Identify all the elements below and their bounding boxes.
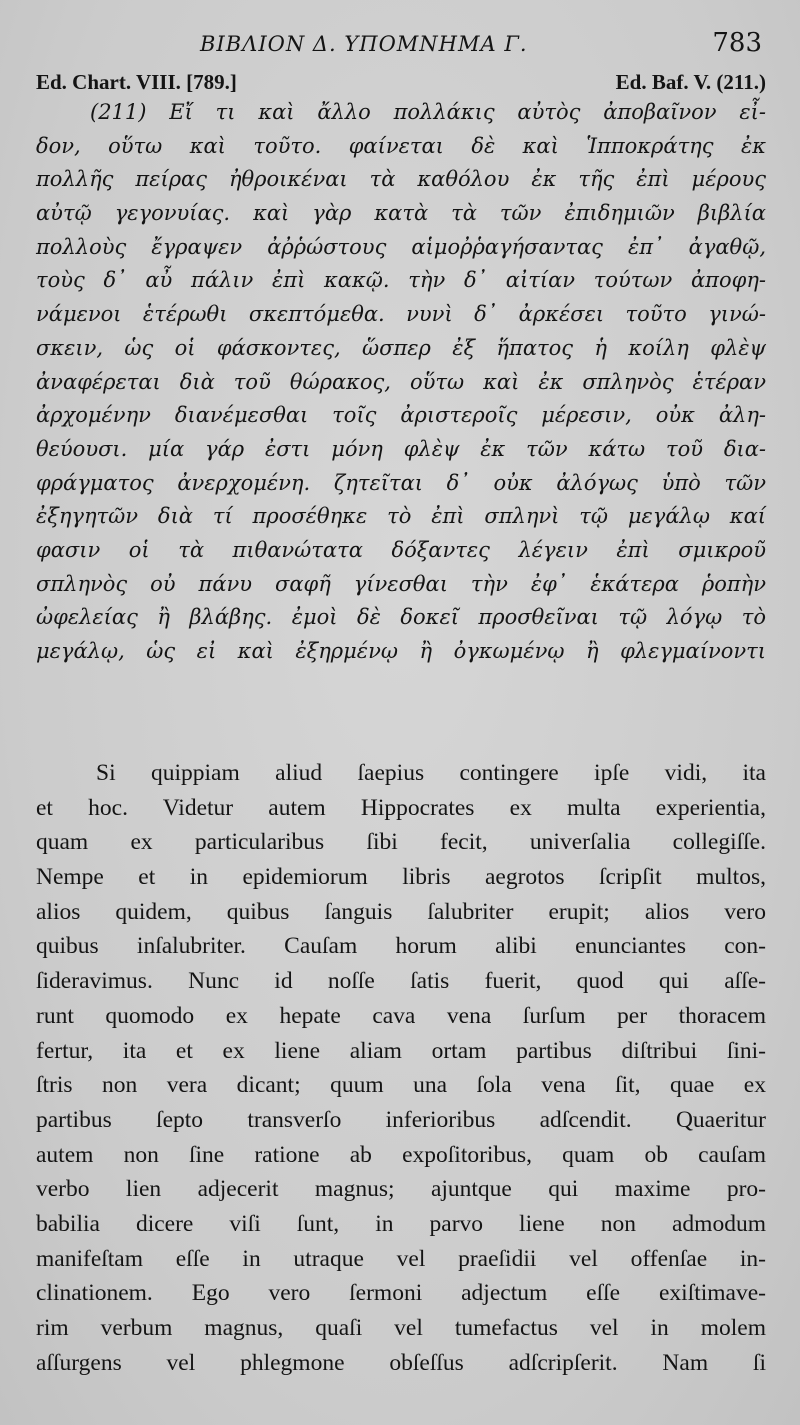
greek-text-block [36, 96, 766, 669]
latin-text-line: ſtris non vera dicant; quum una ſola vena ſit, quae ex [36, 1072, 766, 1099]
page-number: 783 [712, 28, 762, 58]
greek-text-line: ἀρχομένην διανέμεσθαι τοῖς ἀριστεροῖς μέρεσιν, οὐκ ἀλη- [36, 403, 766, 428]
greek-text-line: αὐτῷ γεγονυίας. καὶ γὰρ κατὰ τὰ τῶν ἐπιδημιῶν βιβλία [36, 201, 766, 226]
greek-text-line: ὠφελείας ἢ βλάβης. ἐμοὶ δὲ δοκεῖ προσθεῖναι τῷ λόγῳ τὸ [36, 605, 766, 630]
greek-text-line: θεύουσι. μία γάρ ἐστι μόνη φλὲψ ἐκ τῶν κάτω τοῦ δια- [36, 436, 766, 461]
edition-chart-reference: Ed. Chart. VIII. [789.] [36, 70, 237, 94]
greek-text-line: νάμενοι ἑτέρωθι σκεπτόμεθα. νυνὶ δ᾽ ἀρκέσει τοῦτο γινώ- [36, 302, 766, 327]
edition-reference-line [36, 70, 766, 98]
latin-text-line: rim verbum magnus, quaſi vel tumefactus vel in molem [36, 1315, 766, 1341]
latin-text-line: Si quippiam aliud ſaepius contingere ipſe vidi, ita [96, 760, 766, 786]
latin-text-line: verbo lien adjecerit magnus; ajuntque qui maxime pro- [36, 1176, 766, 1203]
latin-text-line: runt quomodo ex hepate cava vena ſurſum per thoracem [36, 1002, 766, 1029]
greek-text-line: πολλῆς πείρας ἠθροικέναι τὰ καθόλου ἐκ τῆς ἐπὶ μέρους [36, 167, 766, 192]
greek-text-line: ἀναφέρεται διὰ τοῦ θώρακος, οὕτω καὶ ἐκ σπληνὸς ἑτέραν [36, 369, 766, 394]
latin-text-line: clinationem. Ego vero ſermoni adjectum eſſe exiſtimave- [36, 1280, 766, 1307]
greek-text-line: (211) Εἴ τι καὶ ἄλλο πολλάκις αὐτὸς ἀποβαῖνον εἶ- [90, 100, 766, 124]
latin-text-line: manifeſtam eſſe in utraque vel praeſidii vel offenſae in- [36, 1245, 766, 1272]
edition-basel-reference: Ed. Baf. V. (211.) [615, 70, 766, 94]
greek-text-line: σκειν, ὡς οἱ φάσκοντες, ὥσπερ ἐξ ἥπατος ἡ κοίλη φλὲψ [36, 335, 766, 360]
latin-text-line: partibus ſepto transverſo inferioribus adſcendit. Quaeritur [36, 1106, 766, 1133]
greek-text-line: ἐξηγητῶν διὰ τί προσέθηκε τὸ ἐπὶ σπληνὶ τῷ μεγάλῳ καί [36, 504, 766, 529]
latin-text-line: Nempe et in epidemiorum libris aegrotos ſcripſit multos, [36, 864, 766, 891]
latin-text-line: ſideravimus. Nunc id noſſe ſatis fuerit, quod qui aſſe- [36, 968, 766, 995]
latin-text-line: quibus inſalubriter. Cauſam horum alibi enunciantes con- [36, 933, 766, 960]
latin-text-block [36, 756, 766, 1380]
latin-text-line: babilia dicere viſi ſunt, in parvo liene non admodum [36, 1210, 766, 1237]
latin-text-line: alios quidem, quibus ſanguis ſalubriter erupit; alios vero [36, 898, 766, 925]
greek-text-line: μεγάλῳ, ὡς εἰ καὶ ἐξηρμένῳ ἢ ὀγκωμένῳ ἢ φλεγμαίνοντι [36, 639, 766, 663]
running-head [0, 28, 800, 64]
greek-text-line: τοὺς δ᾽ αὖ πάλιν ἐπὶ κακῷ. τὴν δ᾽ αἰτίαν τούτων ἀποφη- [36, 268, 766, 293]
greek-text-line: σπληνὸς οὐ πάνυ σαφῆ γίνεσθαι τὴν ἐφ᾽ ἑκάτερα ῥοπὴν [36, 571, 766, 596]
running-title: ΒΙΒΛΙΟΝ Δ. ΥΠΟΜΝΗΜΑ Γ. [200, 32, 528, 56]
latin-text-line: aſſurgens vel phlegmone obſeſſus adſcripſerit. Nam ſi [36, 1349, 766, 1376]
latin-text-line: quam ex particularibus ſibi fecit, univerſalia collegiſſe. [36, 829, 766, 856]
greek-text-line: δον, οὕτω καὶ τοῦτο. φαίνεται δὲ καὶ Ἱπποκράτης ἐκ [36, 133, 766, 158]
greek-text-line: φράγματος ἀνερχομένη. ζητεῖται δ᾽ οὐκ ἀλόγως ὑπὸ τῶν [36, 470, 766, 495]
latin-text-line: et hoc. Videtur autem Hippocrates ex multa experientia, [36, 794, 766, 821]
greek-text-line: πολλοὺς ἔγραψεν ἀῤῥώστους αἱμοῤῥαγήσαντας ἐπ᾽ ἀγαθῷ, [36, 234, 766, 259]
latin-text-line: fertur, ita et ex liene aliam ortam partibus diſtribui ſini- [36, 1037, 766, 1064]
latin-text-line: autem non ſine ratione ab expoſitoribus, quam ob cauſam [36, 1141, 766, 1168]
greek-text-line: φασιν οἱ τὰ πιθανώτατα δόξαντες λέγειν ἐπὶ σμικροῦ [36, 537, 766, 562]
